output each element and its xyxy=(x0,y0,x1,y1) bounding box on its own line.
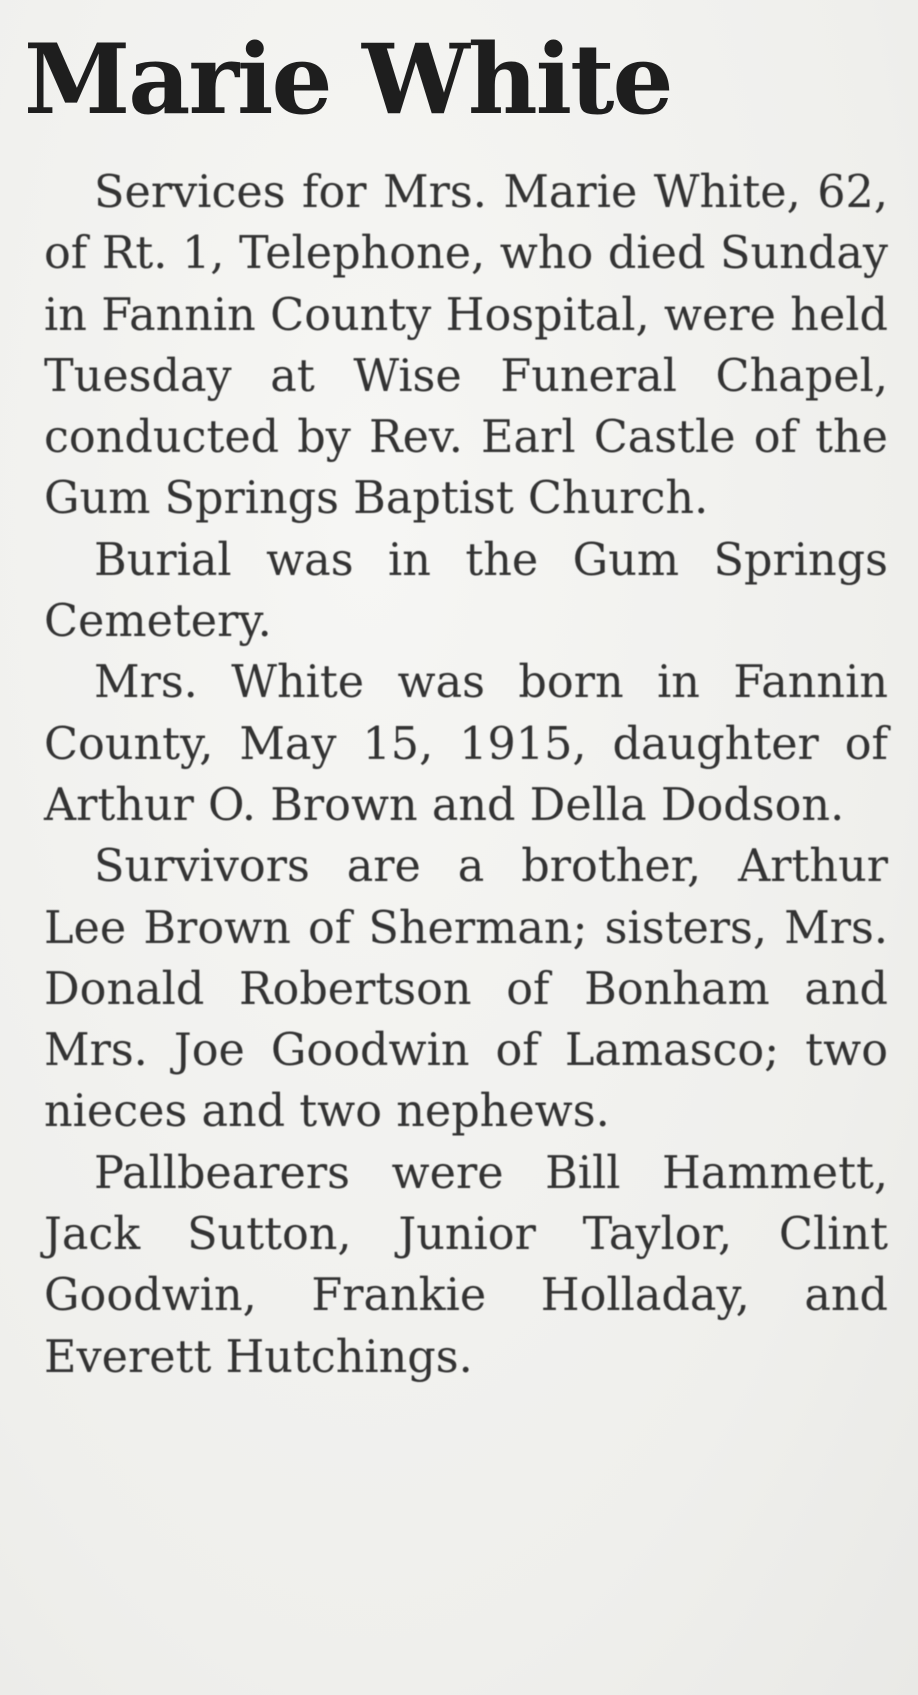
birth-paragraph: Mrs. White was born in Fannin County, May 15, 1915, daughter of Arthur O. Brown and Della Dodson. xyxy=(44,657,888,831)
survivors-paragraph: Survivors are a brother, Arthur Lee Brown of Sherman; sisters, Mrs. Donald Robertson of Bonham and Mrs. Joe Goodwin of Lamasco; two nieces and two nephews. xyxy=(44,841,888,1138)
burial-paragraph: Burial was in the Gum Springs Cemetery. xyxy=(44,534,888,648)
pallbearers-paragraph: Pallbearers were Bill Hammett, Jack Sutton, Junior Taylor, Clint Goodwin, Frankie Holladay, and Everett Hutchings. xyxy=(44,1147,888,1383)
obituary-body xyxy=(44,162,888,1388)
services-paragraph: Services for Mrs. Marie White, 62, of Rt. 1, Telephone, who died Sunday in Fannin County Hospital, were held Tuesday at Wise Funeral Chapel, conducted by Rev. Earl Castle of the Gum Springs Baptist Church. xyxy=(44,167,888,525)
obituary-headline: Marie White xyxy=(24,23,672,136)
